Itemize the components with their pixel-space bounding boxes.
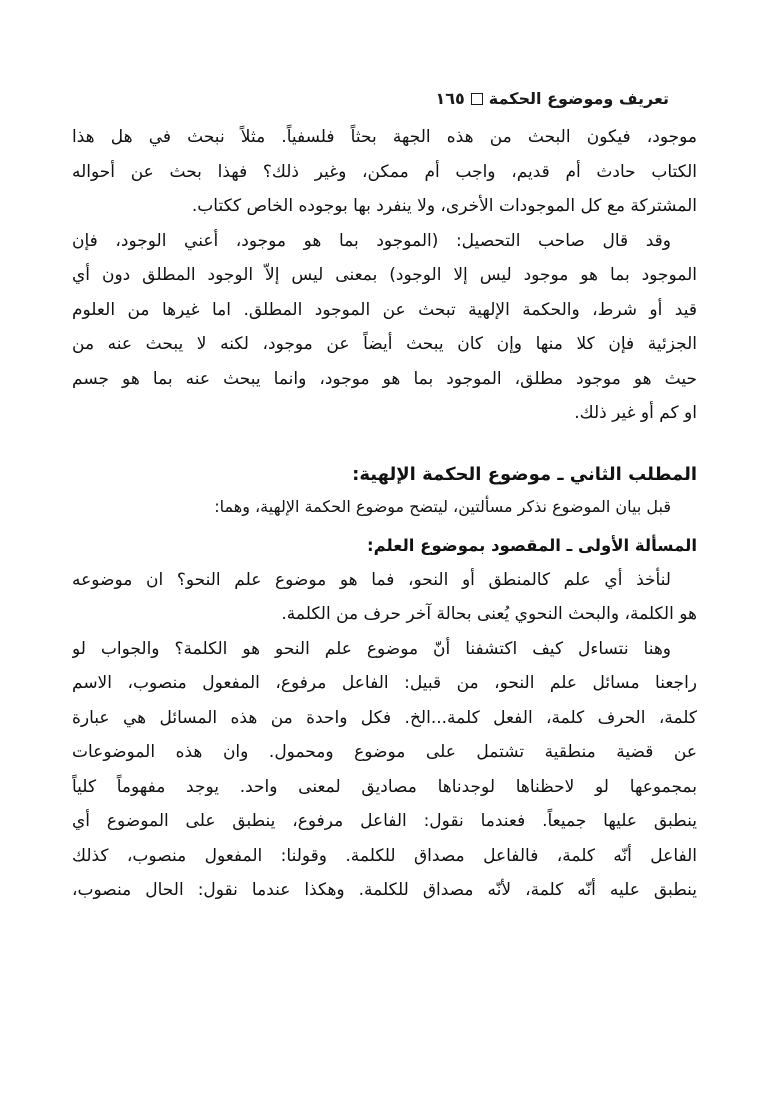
text-line: كلمة، الحرف كلمة، الفعل كلمة...الخ. فكل واحدة من هذه المسائل هي عبارة: [72, 707, 697, 728]
paragraph-1: [72, 120, 697, 224]
text-line: الجزئية فإن كلا منها وإن كان يبحث أيضاً عن موجود، لكنه لا يبحث عنه من: [72, 334, 697, 354]
subsection-heading: المسألة الأولى ـ المقصود بموضوع العلم:: [366, 535, 697, 555]
text-line: عن قضية منطقية تشتمل على موضوع ومحمول. وان هذه الموضوعات: [72, 742, 697, 762]
text-line: وهنا نتساءل كيف اكتشفنا أنّ موضوع علم النحو هو الكلمة؟ والجواب لو: [72, 638, 671, 659]
spacer: [72, 431, 697, 457]
text-line: قيد أو شرط، والحكمة الإلهية تبحث عن الموجود المطلق. اما غيرها من العلوم: [72, 299, 697, 320]
paragraph-2: [72, 224, 697, 431]
text-line: الكتاب حادث أم قديم، واجب أم ممكن، وغير ذلك؟ فهذا بحث عن أحواله: [72, 161, 697, 182]
square-separator-icon: [471, 93, 483, 105]
text-line: موجود، فيكون البحث من هذه الجهة بحثاً فلسفياً. مثلاً نبحث في هل هذا: [72, 127, 697, 147]
header-title: تعريف وموضوع الحكمة: [488, 88, 669, 108]
text-line: وقد قال صاحب التحصيل: (الموجود بما هو موجود، أعني الوجود، فإن: [72, 230, 671, 251]
text-line: راجعنا مسائل علم النحو، من قبيل: الفاعل مرفوع، المفعول منصوب، الاسم: [72, 673, 697, 693]
text-line: هو الكلمة، والبحث النحوي يُعنى بحالة آخر حرف من الكلمة.: [281, 604, 697, 624]
text-line: الفاعل أنّه كلمة، فالفاعل مصداق للكلمة. وقولنا: المفعول منصوب، كذلك: [72, 845, 697, 866]
text-line: لنأخذ أي علم كالمنطق أو النحو، فما هو موضوع علم النحو؟ ان موضوعه: [72, 569, 671, 590]
running-header: [435, 85, 669, 111]
intro-line: قبل بيان الموضوع نذكر مسألتين، ليتضح موضوع الحكمة الإلهية، وهما:: [214, 496, 671, 516]
paragraph-3: [72, 563, 697, 632]
page-number: ١٦٥: [435, 88, 465, 108]
text-line: ينطبق عليه أنّه كلمة، لأنّه مصداق للكلمة. وهكذا عندما نقول: الحال منصوب،: [72, 880, 697, 900]
text-line: المشتركة مع كل الموجودات الأخرى، ولا ينفرد بها بوجوده الخاص ككتاب.: [191, 196, 697, 216]
text-line: بمجموعها لو لاحظناها لوجدناها مصاديق لمعنى واحد. يوجد مفهوماً كلياً: [72, 776, 697, 797]
section-heading: المطلب الثاني ـ موضوع الحكمة الإلهية:: [352, 463, 697, 485]
text-line: الموجود بما هو موجود ليس إلا الوجود) بمعنى ليس إلاّ الوجود المطلق دون أي: [72, 265, 697, 285]
paragraph-4: [72, 632, 697, 908]
text-line: حيث هو موجود مطلق، الموجود بما هو موجود، وانما يبحث عنه بما هو جسم: [72, 368, 697, 389]
body-text: [72, 120, 697, 908]
text-line: او كم أو غير ذلك.: [574, 403, 697, 423]
text-line: ينطبق عليها جميعاً. فعندما نقول: الفاعل مرفوع، ينطبق على الموضوع أي: [72, 811, 697, 831]
